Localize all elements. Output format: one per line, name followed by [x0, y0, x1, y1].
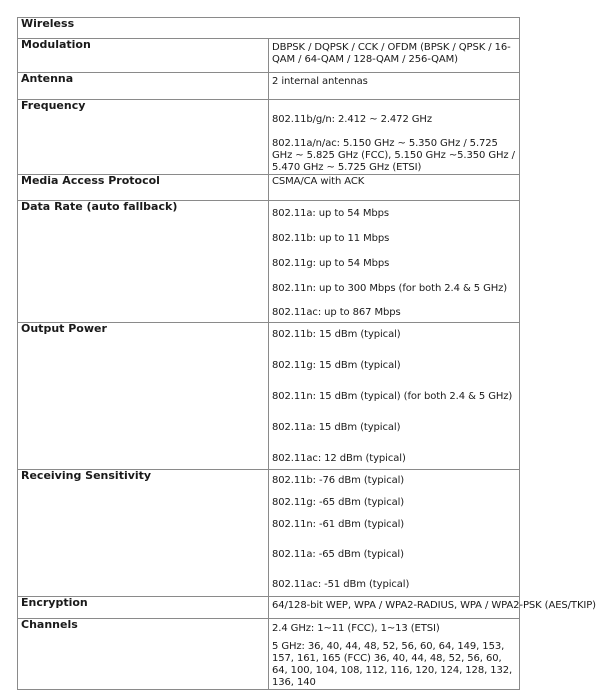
table-row	[18, 597, 520, 619]
row-value-sensitivity	[269, 470, 520, 597]
row-value-frequency	[269, 100, 520, 175]
data-rate-line: 802.11ac: up to 867 Mbps	[272, 307, 401, 318]
row-value-mac	[269, 175, 520, 201]
row-value-modulation	[269, 39, 520, 73]
table-row	[18, 73, 520, 100]
row-value-output-power	[269, 323, 520, 470]
table-row	[18, 619, 520, 690]
row-label-encryption: Encryption	[18, 597, 269, 619]
data-rate-line: 802.11n: up to 300 Mbps (for both 2.4 & 5 GHz)	[272, 283, 508, 294]
antenna-text: 2 internal antennas	[272, 76, 368, 87]
row-label-mac: Media Access Protocol	[18, 175, 269, 201]
encryption-text: 64/128-bit WEP, WPA / WPA2-RADIUS, WPA / WPA2-PSK (AES/TKIP)	[272, 600, 596, 611]
table-row	[18, 470, 520, 597]
mac-text: CSMA/CA with ACK	[272, 176, 365, 187]
output-power-line: 802.11n: 15 dBm (typical) (for both 2.4 & 5 GHz)	[272, 391, 513, 402]
table-row	[18, 100, 520, 175]
output-power-line: 802.11b: 15 dBm (typical)	[272, 329, 401, 340]
table-row	[18, 39, 520, 73]
frequency-line: 802.11a/n/ac: 5.150 GHz ~ 5.350 GHz / 5.725 GHz ~ 5.825 GHz (FCC), 5.150 GHz ~5.350 GHz / 5.470 GHz ~ 5.725 GHz (ETSI)	[272, 138, 515, 173]
row-label-sensitivity: Receiving Sensitivity	[18, 470, 269, 597]
sensitivity-line: 802.11a: -65 dBm (typical)	[272, 549, 404, 560]
data-rate-line: 802.11b: up to 11 Mbps	[272, 233, 390, 244]
data-rate-line: 802.11a: up to 54 Mbps	[272, 208, 389, 219]
output-power-line: 802.11ac: 12 dBm (typical)	[272, 453, 406, 464]
table-header-row	[18, 18, 520, 39]
row-label-antenna: Antenna	[18, 73, 269, 100]
row-value-data-rate	[269, 201, 520, 323]
frequency-line: 802.11b/g/n: 2.412 ~ 2.472 GHz	[272, 114, 432, 125]
row-label-output-power: Output Power	[18, 323, 269, 470]
table-row	[18, 201, 520, 323]
table-row	[18, 323, 520, 470]
output-power-line: 802.11a: 15 dBm (typical)	[272, 422, 401, 433]
row-label-data-rate: Data Rate (auto fallback)	[18, 201, 269, 323]
row-value-encryption	[269, 597, 596, 619]
wireless-spec-table	[17, 17, 596, 690]
sensitivity-line: 802.11b: -76 dBm (typical)	[272, 475, 405, 486]
sensitivity-line: 802.11n: -61 dBm (typical)	[272, 519, 405, 530]
row-value-antenna	[269, 73, 520, 100]
channels-line: 2.4 GHz: 1~11 (FCC), 1~13 (ETSI)	[272, 623, 440, 634]
modulation-text: DBPSK / DQPSK / CCK / OFDM (BPSK / QPSK / 16-QAM / 64-QAM / 128-QAM / 256-QAM)	[272, 42, 511, 65]
output-power-line: 802.11g: 15 dBm (typical)	[272, 360, 401, 371]
section-header: Wireless	[18, 18, 520, 39]
sensitivity-line: 802.11g: -65 dBm (typical)	[272, 497, 405, 508]
data-rate-line: 802.11g: up to 54 Mbps	[272, 258, 390, 269]
sensitivity-line: 802.11ac: -51 dBm (typical)	[272, 579, 410, 590]
row-label-frequency: Frequency	[18, 100, 269, 175]
table-row	[18, 175, 520, 201]
row-label-channels: Channels	[18, 619, 269, 690]
row-value-channels	[269, 619, 520, 690]
row-label-modulation: Modulation	[18, 39, 269, 73]
channels-line: 5 GHz: 36, 40, 44, 48, 52, 56, 60, 64, 149, 153, 157, 161, 165 (FCC) 36, 40, 44, 48, 52, 56, 60, 64, 100, 104, 108, 112, 116, 120, 124, 128, 132, 136, 140	[272, 641, 513, 688]
